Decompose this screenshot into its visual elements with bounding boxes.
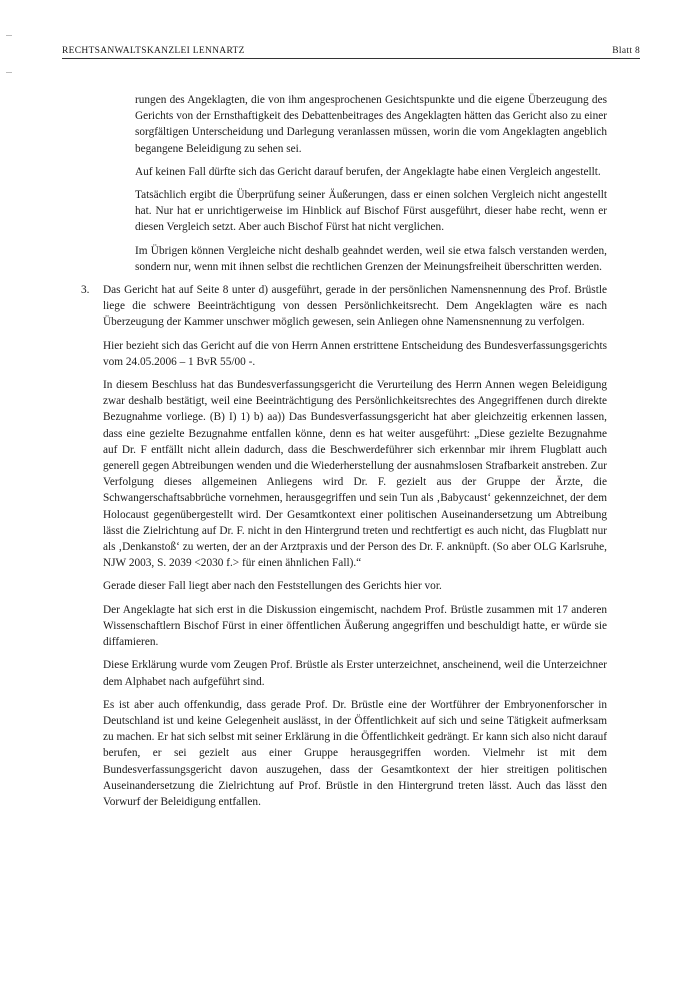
paragraph: Der Angeklagte hat sich erst in die Diskussion eingemischt, nachdem Prof. Brüstle zusammen mit 17 anderen Wissenschaftlern Bischof Fürst in einer öffentlichen Äußerung angegriffen und beschuldigt hatte, er würde sie diffamieren. <box>103 603 607 649</box>
paragraph: Gerade dieser Fall liegt aber nach den Feststellungen des Gerichts hier vor. <box>103 580 442 593</box>
paragraph: Es ist aber auch offenkundig, dass gerade Prof. Dr. Brüstle eine der Wortführer der Embryonenforscher in Deutschland ist und keine Gelegenheit auslässt, in der Öffentlichkeit auf sich und seine Tätigkeit aufmerksam zu machen. Er hat sich selbst mit seiner Erklärung in die Öffentlichkeit gedrängt. Er kann sich also nicht darauf berufen, er sei gezielt aus einer Gruppe herausgegriffen worden. Vielmehr ist mit dem Bundesverfassungsgericht davon auszugehen, dass der Gesamtkontext der hier streitigen politischen Auseinandersetzung die Zielrichtung auf Prof. Brüstle in den Hintergrund treten lässt. Auch das lässt den Vorwurf der Beleidigung entfallen. <box>103 698 607 808</box>
paragraph: In diesem Beschluss hat das Bundesverfassungsgericht die Verurteilung des Herrn Annen wegen Beleidigung zwar deshalb bestätigt, weil eine Beeinträchtigung des Persönlichkeitsrechtes des Angegriffenen durch direkte Bezugnahme vorliege. (B) I) 1) b) aa)) Das Bundesverfassungsgericht hat aber gleichzeitig erkennen lassen, dass eine gezielte Bezugnahme entfallen könne, denn es hat weiter ausgeführt: „Diese gezielte Bezugnahme auf Dr. F entfällt nicht allein dadurch, dass die Beschwerdeführer sich erkennbar mir ihrem Flugblatt auch generell gegen Abtreibungen wenden und die Wiederherstellung der ausnahmslosen Strafbarkeit anstreben. Zur Verfolgung dieses allgemeinen Anliegens wird Dr. F. gezielt aus der Gruppe der Ärzte, die Schwangerschaftsabbrüche vornehmen, herausgegriffen und sein Tun als ‚Babycaust‘ gekennzeichnet, der dem Holocaust gegenübergestellt wird. Der Gesamtkontext einer politischen Auseinandersetzung um Abtreibung lässt die Zielrichtung auf Dr. F. nicht in den Hintergrund treten und rechtfertigt es auch nicht, das Flugblatt nur als ‚Denkanstoß‘ zu werten, der an der Arztpraxis und der Person des Dr. F. anknüpft. (So aber OLG Karlsruhe, NJW 2003, S. 2039 <2030 f.> für einen ähnlichen Fall).“ <box>103 379 607 570</box>
paragraph: Diese Erklärung wurde vom Zeugen Prof. Brüstle als Erster unterzeichnet, anscheinend, weil die Unterzeichner dem Alphabet nach aufgeführt sind. <box>103 659 607 688</box>
paragraph: Das Gericht hat auf Seite 8 unter d) ausgeführt, gerade in der persönlichen Namensnennung des Prof. Brüstle liege die schwere Beeinträchtigung von dessen Persönlichkeitsrecht. Dem Angeklagten wäre es nach Überzeugung der Kammer unschwer möglich gewesen, sein Anliegen ohne Namensnennung zu verfolgen. <box>103 284 607 329</box>
sheet-number: Blatt 8 <box>612 46 640 56</box>
margin-mark <box>6 72 12 73</box>
paragraph-number: 3. <box>81 284 90 297</box>
document-body <box>0 92 700 817</box>
firm-name: RECHTSANWALTSKANZLEI LENNARTZ <box>62 46 245 56</box>
paragraph: rungen des Angeklagten, die von ihm angesprochenen Gesichtspunkte und die eigene Überzeugung des Gerichts von der Ernsthaftigkeit des Debattenbeitrages des Angeklagten hätten das Gericht also zu einer sorgfältigen Unterscheidung und Darlegung veranlassen müssen, worin die vom Angeklagten angeblich begangene Beleidigung zu sehen sei. <box>135 94 607 155</box>
paragraph: Hier bezieht sich das Gericht auf die von Herrn Annen erstrittene Entscheidung des Bundesverfassungsgerichts vom 24.05.2006 – 1 BvR 55/00 -. <box>103 339 607 368</box>
paragraph: Tatsächlich ergibt die Überprüfung seiner Äußerungen, dass er einen solchen Vergleich nicht angestellt hat. Nur hat er unrichtigerweise im Hinblick auf Bischof Fürst ausgeführt, dieser habe recht, wenn er diesen Vergleich setzt. Aber auch Bischof Fürst hat nicht verglichen. <box>135 189 607 234</box>
numbered-paragraph <box>81 282 607 331</box>
paragraph: Im Übrigen können Vergleiche nicht deshalb geahndet werden, weil sie etwa falsch verstanden werden, sondern nur, wenn mit ihnen selbst die rechtlichen Grenzen der Meinungsfreiheit überschritten werden. <box>135 244 607 273</box>
page-header <box>62 44 640 59</box>
margin-mark <box>6 35 12 36</box>
paragraph: Auf keinen Fall dürfte sich das Gericht darauf berufen, der Angeklagte habe einen Vergleich angestellt. <box>135 165 601 178</box>
